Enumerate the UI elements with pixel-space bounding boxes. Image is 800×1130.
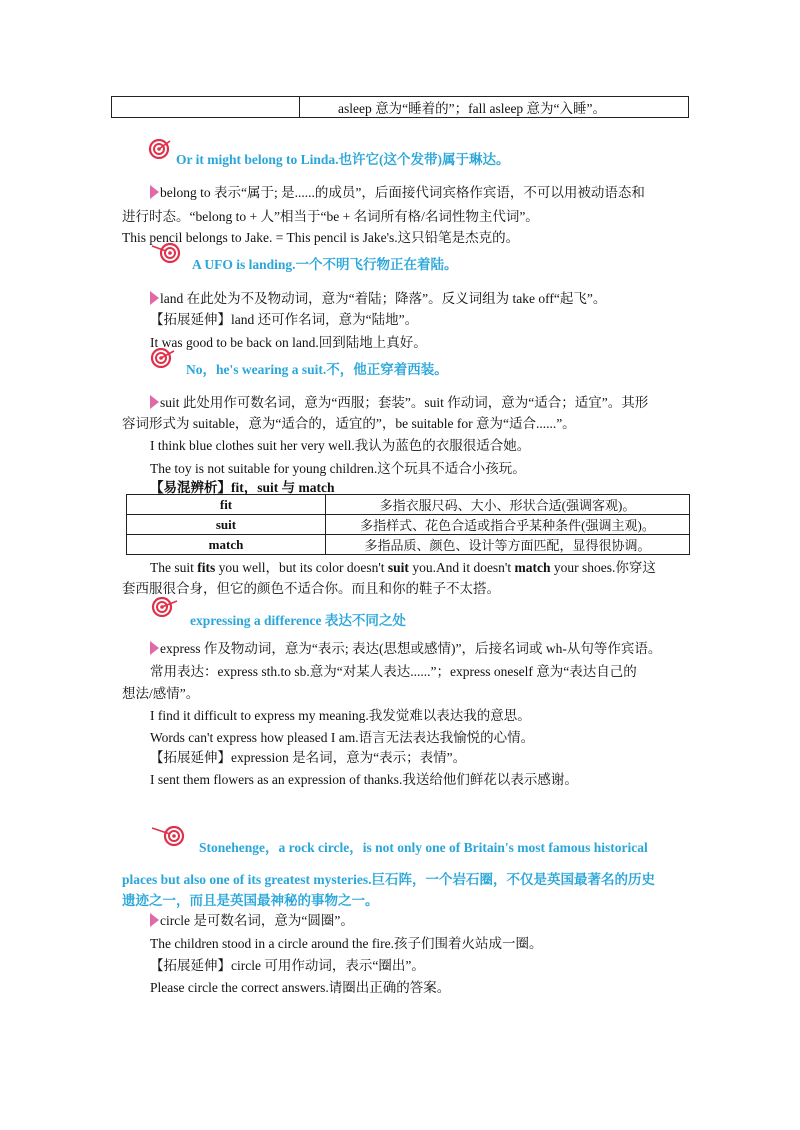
arrow-icon bbox=[150, 641, 159, 655]
top-table-left-cell bbox=[112, 97, 300, 118]
paragraph-circle: circle 是可数名词，意为“圆圈”。 bbox=[150, 909, 354, 929]
section-heading-stonehenge-cont: places but also one of its greatest mysteries.巨石阵，一个岩石圈，不仅是英国最著名的历史 bbox=[122, 872, 655, 887]
example-express-2: Words can't express how pleased I am.语言无法表达我愉悦的心情。 bbox=[150, 730, 535, 745]
table-row bbox=[127, 515, 690, 535]
table-cell-desc: 多指品质、颜色、设计等方面匹配，显得很协调。 bbox=[326, 535, 690, 555]
paragraph-express-usage: 常用表达：express sth.to sb.意为“对某人表达......”；express oneself 意为“表达自己的 bbox=[150, 664, 637, 679]
example-express-1: I find it difficult to express my meaning.我发觉难以表达我的意思。 bbox=[150, 708, 531, 723]
section-heading-belong: Or it might belong to Linda.也许它(这个发带)属于琳达。 bbox=[176, 152, 510, 167]
table-cell-desc: 多指衣服尺码、大小、形状合适(强调客观)。 bbox=[326, 495, 690, 515]
table-cell-word: suit bbox=[127, 515, 326, 535]
example-belong: This pencil belongs to Jake. = This pencil is Jake's.这只铅笔是杰克的。 bbox=[122, 230, 520, 245]
extension-circle: 【拓展延伸】circle 可用作动词，表示“圈出”。 bbox=[150, 958, 425, 973]
target-icon bbox=[150, 243, 188, 263]
paragraph-belong: belong to 表示“属于; 是......的成员”，后面接代词宾格作宾语，不可以用被动语态和 bbox=[150, 181, 645, 201]
paragraph-suit: suit 此处用作可数名词，意为“西服；套装”。suit 作动词，意为“适合；适宜”。其形 bbox=[150, 391, 648, 411]
example-suit-2: The toy is not suitable for young children.这个玩具不适合小孩玩。 bbox=[150, 461, 526, 476]
example-land: It was good to be back on land.回到陆地上真好。 bbox=[150, 335, 427, 350]
paragraph-belong-cont: 进行时态。“belong to + 人”相当于“be + 名词所有格/名词性物主代词”。 bbox=[122, 209, 539, 224]
example-express-3: I sent them flowers as an expression of thanks.我送给他们鲜花以表示感谢。 bbox=[150, 772, 578, 787]
paragraph-express: express 作及物动词，意为“表示; 表达(思想或感情)”，后接名词或 wh-从句等作宾语。 bbox=[150, 637, 661, 657]
section-heading-land: A UFO is landing.一个不明飞行物正在着陆。 bbox=[192, 257, 458, 272]
section-heading-stonehenge-cont2: 遗迹之一，而且是英国最神秘的事物之一。 bbox=[122, 893, 379, 908]
extension-land: 【拓展延伸】land 还可作名词，意为“陆地”。 bbox=[150, 312, 419, 327]
arrow-icon bbox=[150, 185, 159, 199]
section-heading-stonehenge: Stonehenge，a rock circle，is not only one of Britain's most famous historical bbox=[199, 840, 648, 855]
arrow-icon bbox=[150, 913, 159, 927]
target-icon bbox=[150, 348, 176, 368]
example-suit-1: I think blue clothes suit her very well.我认为蓝色的衣服很适合她。 bbox=[150, 438, 531, 453]
table-row bbox=[127, 495, 690, 515]
table-row bbox=[127, 535, 690, 555]
paragraph-land: land 在此处为不及物动词，意为“着陆；降落”。反义词组为 take off“起飞”。 bbox=[150, 287, 606, 307]
section-heading-express: expressing a difference 表达不同之处 bbox=[190, 613, 406, 628]
target-icon bbox=[148, 139, 172, 159]
arrow-icon bbox=[150, 395, 159, 409]
table-cell-word: fit bbox=[127, 495, 326, 515]
compare-title: 【易混辨析】fit，suit 与 match bbox=[150, 480, 335, 495]
top-table-right-cell: asleep 意为“睡着的”；fall asleep 意为“入睡”。 bbox=[300, 97, 689, 118]
compare-table bbox=[126, 494, 690, 555]
paragraph-express-usage-cont: 想法/感情”。 bbox=[122, 686, 200, 701]
example-circle-1: The children stood in a circle around the fire.孩子们围着火站成一圈。 bbox=[150, 936, 543, 951]
table-cell-desc: 多指样式、花色合适或指合乎某种条件(强调主观)。 bbox=[326, 515, 690, 535]
paragraph-suit-cont: 容词形式为 suitable，意为“适合的，适宜的”，be suitable for 意为“适合......”。 bbox=[122, 416, 576, 431]
table-cell-word: match bbox=[127, 535, 326, 555]
arrow-icon bbox=[150, 291, 159, 305]
extension-express: 【拓展延伸】expression 是名词，意为“表示；表情”。 bbox=[150, 750, 467, 765]
target-icon bbox=[150, 826, 194, 846]
example-circle-2: Please circle the correct answers.请圈出正确的答案。 bbox=[150, 980, 451, 995]
example-fit-suit-match-cont: 套西服很合身，但它的颜色不适合你。而且和你的鞋子不太搭。 bbox=[122, 581, 500, 596]
top-table bbox=[111, 96, 689, 118]
example-fit-suit-match: The suit fits you well，but its color doesn't suit you.And it doesn't match your shoes.你穿这 bbox=[150, 560, 656, 575]
target-icon bbox=[150, 597, 180, 617]
section-heading-suit: No，he's wearing a suit.不，他正穿着西装。 bbox=[186, 362, 448, 377]
